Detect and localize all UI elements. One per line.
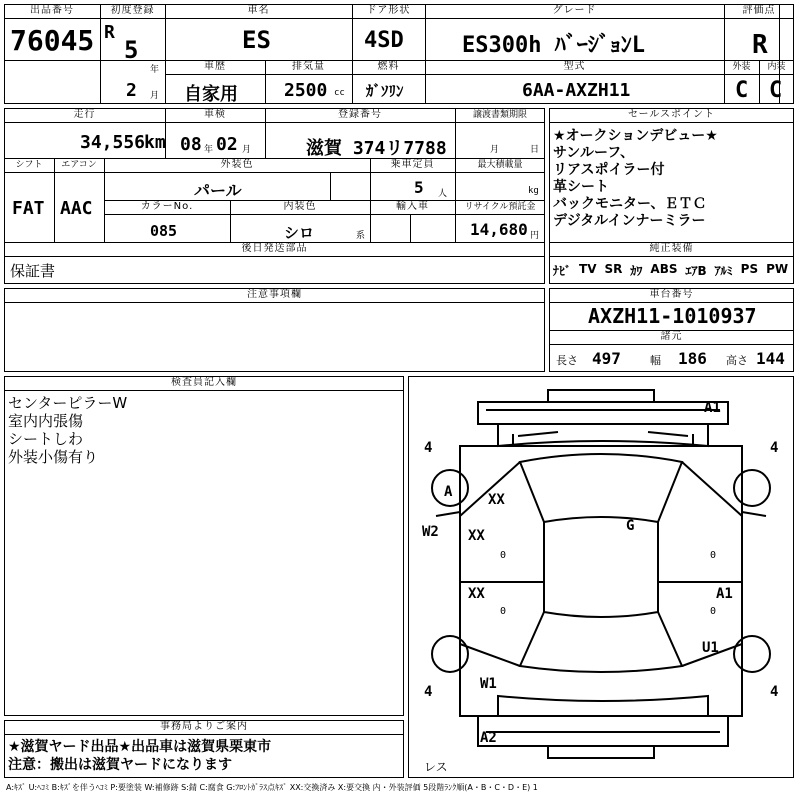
transfer-doc-label: 譲渡書類期限 (472, 110, 527, 120)
capacity: 5 (414, 178, 424, 197)
aircon-label: エアコン (61, 160, 97, 170)
reg-no-label: 登録番号 (338, 109, 382, 120)
sales-point-item: リアスポイラー付 (553, 162, 665, 178)
max-load-unit: kg (528, 186, 539, 196)
mark-less: レス (424, 760, 448, 774)
car-name-label: 車名 (247, 5, 270, 16)
equipment-item: ｶﾜ (630, 264, 643, 278)
recycle-label: リサイクル預託金 (464, 202, 536, 212)
month-unit: 月 (150, 91, 160, 101)
int-color: シロ (284, 224, 315, 242)
sales-point-item: バックモニター、ＥＴＣ (553, 196, 707, 212)
inspection-month: 02 (216, 134, 238, 155)
grade: ES300h ﾊﾞｰｼﾞｮﾝL (462, 33, 645, 58)
shift-label: シフト (15, 160, 43, 170)
mark-u1-right: U1 (702, 640, 719, 656)
interior-grade: C (769, 78, 783, 103)
mark-xx-fender: XX (488, 492, 505, 508)
equipment-item: ｱﾙﾐ (714, 264, 733, 278)
sales-points-list (553, 128, 718, 230)
chassis-no-label: 車台番号 (649, 289, 694, 300)
capacity-label: 乗車定員 (390, 159, 435, 170)
inspection-year: 08 (180, 134, 202, 155)
dims-label: 諸元 (660, 331, 683, 342)
mark-a2-bottom: A2 (480, 730, 497, 746)
sales-point-item: デジタルインナーミラー (553, 213, 706, 229)
fuel: ｶﾞｿﾘﾝ (366, 82, 404, 100)
door-type: 4SD (364, 28, 404, 53)
length-label: 長さ (556, 354, 578, 367)
later-parts: 保証書 (10, 262, 56, 280)
lot-number: 76045 (10, 24, 95, 57)
exterior-grade: C (735, 78, 749, 103)
ext-color: パール (194, 181, 242, 200)
displacement-label: 排気量 (292, 61, 325, 72)
sales-point-item: ★オークションデビュー★ (553, 128, 718, 144)
ext-color-label: 外装色 (220, 159, 254, 170)
equipment-item: PW (766, 262, 789, 276)
equipment-label: 純正装備 (649, 243, 694, 254)
office-note: ★滋賀ヤード出品★出品車は滋賀県栗東市 (8, 739, 272, 755)
mark-zero: 0 (500, 550, 507, 561)
aircon: AAC (60, 198, 93, 219)
legend-footer: A:ｷｽﾞ U:ﾍｺﾐ B:ｷｽﾞを伴うﾍｺﾐ P:要塗装 W:補修跡 S:錆 C:腐食 G:ﾌﾛﾝﾄｶﾞﾗｽ点ｷｽﾞ XX:交換済み X:要交換 内・外装評価 5段階ﾗﾝｸ順(A・B・C・D・E) 1 (6, 783, 538, 792)
car-name: ES (242, 26, 271, 54)
int-color-unit: 系 (356, 231, 366, 241)
shift: FAT (12, 198, 45, 219)
mark-w1-left: W1 (480, 676, 497, 692)
equipment-item: PS (740, 262, 759, 276)
inspection-month-unit: 月 (242, 145, 252, 155)
mark-a-left: A (444, 484, 453, 500)
mark-xx-rear-door: XX (468, 586, 485, 602)
equipment-list (553, 262, 788, 279)
int-color-label: 内装色 (283, 201, 317, 212)
equipment-item: TV (579, 262, 597, 276)
history: 自家用 (184, 84, 238, 105)
year-unit: 年 (150, 65, 160, 75)
inspector-note: センターピラーW (8, 394, 128, 412)
inspector-notes (8, 394, 127, 466)
height: 144 (756, 349, 785, 368)
inspector-note: 室内内張傷 (8, 412, 84, 430)
equipment-item: ﾅﾋﾞ (553, 264, 572, 278)
color-no-label: カラーNo. (140, 201, 194, 212)
sales-point-item: サンルーフ、 (553, 145, 635, 161)
history-label: 車歴 (204, 61, 226, 72)
mark-a1-top: A1 (704, 400, 721, 416)
mark-g-glass: G (626, 518, 635, 534)
exterior-label: 外装 (732, 62, 751, 72)
score: R (752, 30, 768, 60)
mark-a1-right: A1 (716, 586, 733, 602)
first-reg-year: 5 (124, 36, 139, 64)
score-label: 評価点 (742, 5, 776, 16)
displacement: 2500 (284, 80, 328, 101)
mark-front-left-tire: 4 (424, 440, 433, 456)
office-note: 注意：搬出は滋賀ヤードになります (8, 757, 232, 773)
notes-label: 注意事項欄 (247, 289, 302, 300)
mark-front-right-tire: 4 (770, 440, 779, 456)
reg-number: 滋賀 374リ7788 (306, 138, 447, 159)
mileage-label: 走行 (73, 109, 96, 120)
first-reg-label: 初度登録 (110, 5, 155, 16)
car-damage-diagram (408, 376, 794, 778)
door-label: ドア形状 (366, 5, 411, 16)
equipment-item: SR (604, 262, 623, 276)
max-load-label: 最大積載量 (477, 160, 523, 170)
inspection-year-unit: 年 (204, 145, 214, 155)
mark-zero: 0 (710, 606, 717, 617)
mark-rear-right-tire: 4 (770, 684, 779, 700)
mark-xx-front-door: XX (468, 528, 485, 544)
transfer-day-unit: 日 (530, 145, 540, 155)
height-label: 高さ (726, 354, 748, 367)
sales-point-item: 革シート (553, 179, 609, 195)
inspector-note: シートしわ (8, 430, 84, 448)
later-parts-label: 後日発送部品 (241, 243, 308, 254)
interior-label: 内装 (767, 62, 786, 72)
mileage-unit: km (144, 132, 166, 153)
recycle-fee: 14,680 (470, 220, 528, 239)
capacity-unit: 人 (438, 189, 448, 199)
mark-w2: W2 (422, 524, 439, 540)
first-reg-month: 2 (126, 80, 137, 101)
length: 497 (592, 349, 621, 368)
mark-zero: 0 (500, 606, 507, 617)
equipment-item: ABS (650, 262, 678, 276)
sales-point-label: セールスポイント (627, 109, 716, 120)
fuel-label: 燃料 (377, 61, 400, 72)
inspection-label: 車検 (204, 109, 226, 120)
displacement-unit: cc (334, 88, 345, 98)
model-label: 型式 (563, 61, 586, 72)
inspector-label: 検査員記入欄 (171, 377, 237, 388)
grade-label: グレード (552, 5, 597, 16)
inspector-note: 外装小傷有り (8, 448, 99, 466)
mark-rear-left-tire: 4 (424, 684, 433, 700)
transfer-month-unit: 月 (490, 145, 500, 155)
office-notes (8, 738, 271, 774)
mark-zero: 0 (710, 550, 717, 561)
color-no: 085 (150, 222, 178, 240)
recycle-unit: 円 (530, 231, 540, 241)
chassis-number: AXZH11-1010937 (588, 304, 757, 328)
width: 186 (678, 349, 707, 368)
mileage: 34,556 (80, 132, 146, 153)
era: R (104, 22, 115, 43)
width-label: 幅 (650, 354, 661, 367)
model: 6AA-AXZH11 (522, 80, 631, 101)
lot-no-label: 出品番号 (30, 5, 74, 16)
equipment-item: ｴｱB (685, 264, 707, 278)
import-label: 輸入車 (396, 201, 429, 212)
office-label: 事務局よりご案内 (160, 721, 248, 732)
